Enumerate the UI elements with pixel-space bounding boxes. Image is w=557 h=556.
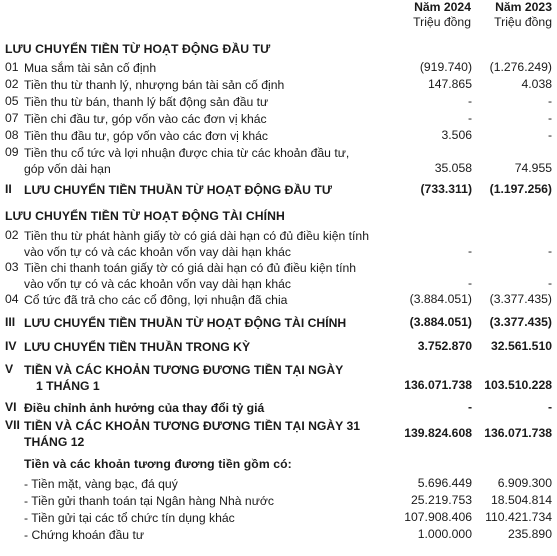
table-row [0,128,557,145]
row-code: VI [5,400,17,414]
opening-balance-row [0,362,557,395]
investing-net-row [0,182,557,199]
year-2023: Năm 2023 [495,0,552,14]
row-code: III [5,315,16,329]
row-code: IV [5,339,17,353]
value-2023: (1.197.256) [489,182,552,196]
row-label-line2: vào vốn tự có và các khoản vốn vay dài hạn khác [24,277,291,291]
value-2023: - [547,244,552,258]
value-2023: 110.421.734 [485,510,552,524]
table-row [0,292,557,309]
value-2023: 6.909.300 [497,476,552,490]
investing-section-title: LƯU CHUYỂN TIỀN TỪ HOẠT ĐỘNG ĐẦU TƯ [5,42,271,56]
row-code: 04 [5,292,19,306]
value-2024: 3.506 [441,128,472,142]
table-row [0,111,557,128]
row-label: - Chứng khoán đầu tư [24,528,144,542]
value-2024: 136.071.738 [404,378,472,392]
row-label-line1: TIỀN VÀ CÁC KHOẢN TƯƠNG ĐƯƠNG TIỀN TẠI NGÀY [24,363,344,377]
value-2024: 147.865 [427,77,472,91]
row-code: VII [5,418,20,432]
row-code: 02 [5,228,19,242]
row-label: Cổ tức đã trả cho các cổ đông, lợi nhuận đã chia [24,293,288,307]
value-2024: (3.884.051) [409,315,472,329]
value-2023: 235.890 [507,527,552,541]
row-label: - Tiền mặt, vàng bạc, đá quý [24,477,178,491]
value-2023: 103.510.228 [484,378,552,392]
value-2023: - [547,94,552,108]
row-label: Tiền chi đầu tư, góp vốn vào các đơn vị khác [24,112,267,126]
row-label: Mua sắm tài sản cố định [24,61,157,75]
row-label-line2: THÁNG 12 [24,435,85,449]
value-2024: - [467,111,472,125]
row-label-line2: góp vốn dài hạn [24,162,111,176]
table-row [0,94,557,111]
row-label-line1: Tiền chi thanh toán giấy tờ có giá dài hạn có đủ điều kiện tính [24,261,357,275]
table-row [0,77,557,94]
value-2023: (3.377.435) [489,315,552,329]
row-code: II [5,182,12,196]
value-2023: - [547,128,552,142]
row-code: 05 [5,94,19,108]
period-net-row [0,339,557,356]
value-2023: - [547,276,552,290]
financing-section-title: LƯU CHUYỂN TIỀN TỪ HOẠT ĐỘNG TÀI CHÍNH [5,209,285,223]
row-code: 01 [5,60,19,74]
year-2024: Năm 2024 [414,0,471,14]
row-code: 02 [5,77,19,91]
list-item [0,493,557,510]
value-2024: (733.311) [420,182,472,196]
value-2024: - [467,276,472,290]
row-label-line2: vào vốn tự có và các khoản vốn vay dài hạn khác [24,245,291,259]
list-item [0,476,557,493]
value-2023: - [547,400,552,414]
value-2024: - [467,244,472,258]
value-2024: 107.908.406 [404,510,472,524]
row-label: - Tiền gửi tại các tổ chức tín dụng khác [24,511,235,525]
table-row [0,145,557,178]
row-label: LƯU CHUYỂN TIỀN THUẦN TỪ HOẠT ĐỘNG TÀI CHÍNH [24,316,347,330]
value-2024: 139.824.608 [404,426,472,440]
composition-title: Tiền và các khoản tương đương tiền gồm có: [24,457,292,471]
row-code: 09 [5,145,19,159]
row-label: - Tiền gửi thanh toán tại Ngân hàng Nhà nước [24,494,274,508]
table-row [0,260,557,293]
value-2024: - [467,400,472,414]
value-2023: 18.504.814 [491,493,552,507]
row-code: 03 [5,260,19,274]
value-2023: 136.071.738 [484,426,552,440]
value-2024: 1.000.000 [417,527,472,541]
closing-balance-row [0,418,557,451]
row-label: Tiền thu từ bán, thanh lý bất động sản đầu tư [24,95,269,109]
value-2024: 3.752.870 [417,339,472,353]
row-label: LƯU CHUYỂN TIỀN THUẦN TRONG KỲ [24,340,251,354]
value-2023: - [547,111,552,125]
row-label: Điều chỉnh ảnh hưởng của thay đổi tỷ giá [24,401,265,415]
table-row [0,228,557,261]
value-2023: (3.377.435) [489,292,552,306]
row-label: LƯU CHUYỂN TIỀN THUẦN TỪ HOẠT ĐỘNG ĐẦU TƯ [24,183,332,197]
unit-2023: Triệu đồng [494,15,552,29]
row-label-line1: Tiền thu từ phát hành giấy tờ có giá dài hạn có đủ điều kiện tính [24,229,369,243]
list-item [0,527,557,544]
row-label: Tiền thu từ thanh lý, nhượng bán tài sản cố định [24,78,285,92]
value-2024: 5.696.449 [417,476,472,490]
fx-adjustment-row [0,400,557,417]
unit-2024: Triệu đồng [413,15,471,29]
row-code: 07 [5,111,19,125]
column-header-2024 [395,0,471,36]
column-header-2023 [476,0,552,36]
value-2023: 4.038 [521,77,552,91]
value-2024: (3.884.051) [409,292,472,306]
table-row [0,60,557,77]
value-2024: 25.219.753 [411,493,472,507]
row-code: V [5,362,14,376]
value-2024: 35.058 [434,161,472,175]
row-label-line2: 1 THÁNG 1 [36,379,100,393]
value-2024: (919.740) [419,60,472,74]
list-item [0,510,557,527]
value-2023: 74.955 [514,161,552,175]
value-2024: - [467,94,472,108]
financing-net-row [0,315,557,332]
row-code: 08 [5,128,19,142]
row-label: Tiền thu đầu tư, góp vốn vào các đơn vị khác [24,129,269,143]
row-label-line1: TIỀN VÀ CÁC KHOẢN TƯƠNG ĐƯƠNG TIỀN TẠI NGÀY 31 [24,419,361,433]
value-2023: 32.561.510 [491,339,552,353]
value-2023: (1.276.249) [489,60,552,74]
row-label-line1: Tiền thu cổ tức và lợi nhuận được chia từ các khoản đầu tư, [24,146,350,160]
